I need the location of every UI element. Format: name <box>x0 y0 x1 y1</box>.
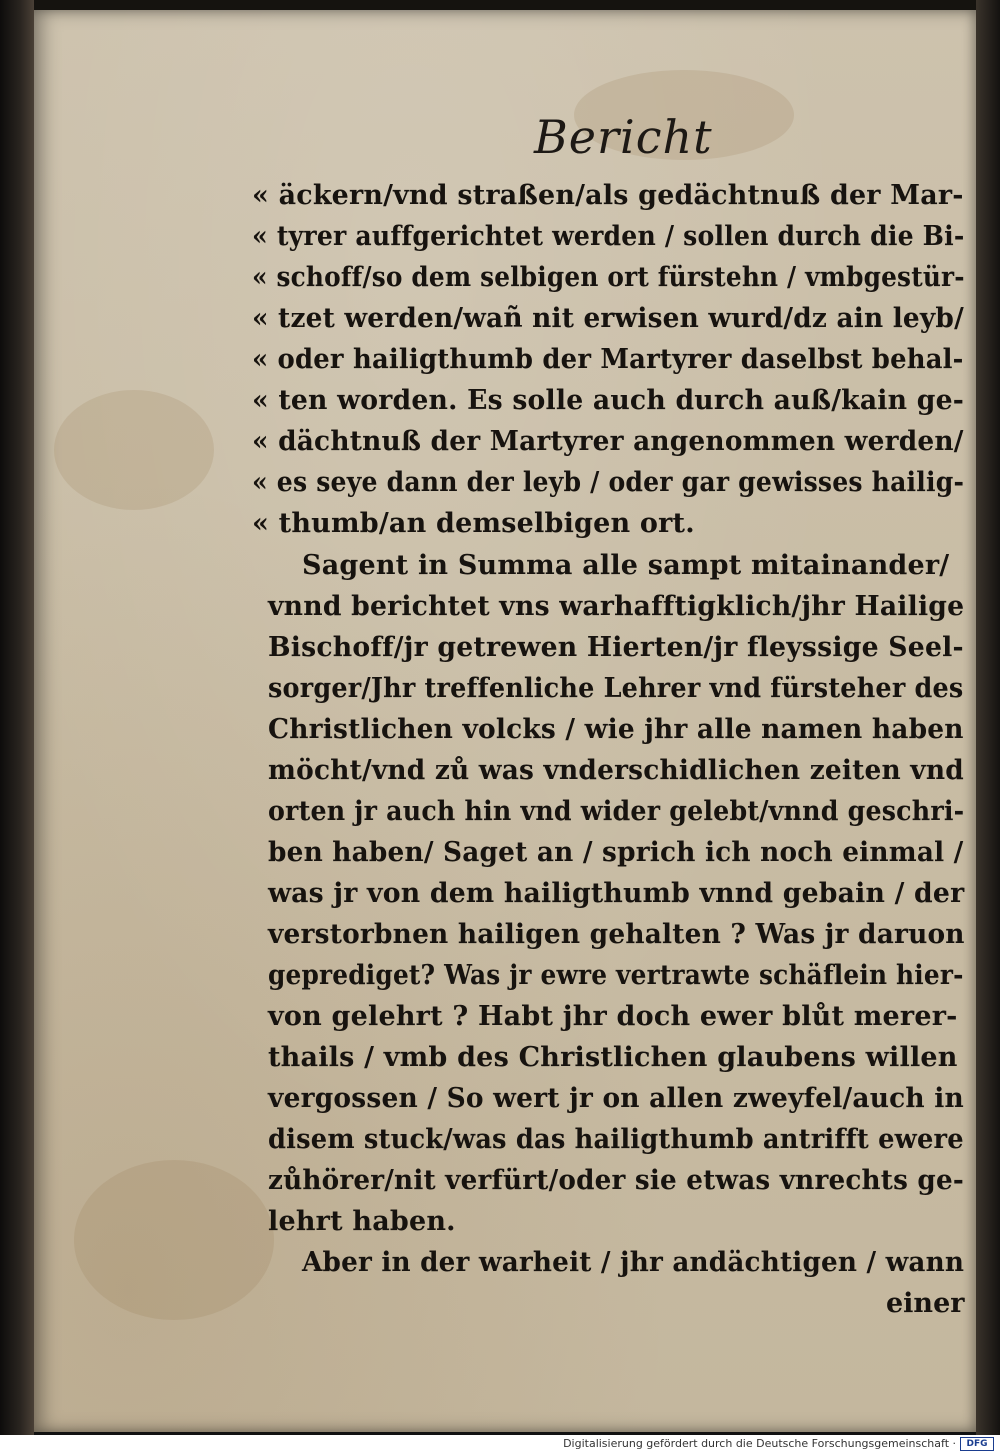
text-line: orten jr auch hin vnd wider gelebt/vnnd geschri‑ <box>268 796 965 827</box>
text-line: von gelehrt ? Habt jhr doch ewer blůt merer‑ <box>268 1001 958 1032</box>
text-line: vergossen / So wert jr on allen zweyfel/auch in <box>268 1083 964 1114</box>
text-line: « tzet werden/wañ nit erwisen wurd/dz ain leyb/ <box>252 303 964 334</box>
text-line: Christlichen volcks / wie jhr alle namen haben <box>268 714 964 745</box>
footer-credit: Digitalisierung gefördert durch die Deutsche Forschungsgemeinschaft · <box>563 1437 956 1450</box>
text-line: thails / vmb des Christlichen glaubens willen <box>268 1042 958 1073</box>
book-page <box>34 10 976 1432</box>
text-line: was jr von dem hailigthumb vnnd gebain / der <box>268 878 965 909</box>
running-head: Bericht <box>534 110 713 164</box>
text-line: möcht/vnd zů was vnderschidlichen zeiten vnd <box>268 755 964 786</box>
text-line: « schoff/so dem selbigen ort fürstehn / vmbgestür‑ <box>252 262 965 293</box>
text-line: vnnd berichtet vns warhafftigklich/jhr Hailige <box>268 591 965 622</box>
text-line: lehrt haben. <box>268 1206 456 1237</box>
text-line: « thumb/an demselbigen ort. <box>252 508 695 539</box>
text-line: « äckern/vnd straßen/als gedächtnuß der Mar‑ <box>252 180 964 211</box>
text-line: « es seye dann der leyb / oder gar gewisses hailig‑ <box>252 467 965 498</box>
text-line: Aber in der warheit / jhr andächtigen / wann <box>302 1247 965 1278</box>
text-line: disem stuck/was das hailigthumb antrifft ewere <box>268 1124 964 1155</box>
dfg-logo-icon: DFG <box>960 1437 994 1451</box>
text-line: « tyrer auffgerichtet werden / sollen durch die Bi‑ <box>252 221 965 252</box>
text-line: geprediget? Was jr ewre vertrawte schäflein hier‑ <box>268 960 964 991</box>
text-line: Sagent in Summa alle sampt mitainander/ <box>302 550 950 581</box>
text-line: « ten worden. Es solle auch durch auß/kain ge‑ <box>252 385 965 416</box>
text-line: verstorbnen hailigen gehalten ? Was jr daruon <box>268 919 965 950</box>
text-line: Bischoff/jr getrewen Hierten/jr fleyssige Seel‑ <box>268 632 964 663</box>
text-line: ben haben/ Saget an / sprich ich noch einmal / <box>268 837 964 868</box>
book-binding-edge <box>0 0 34 1435</box>
catchword: einer <box>886 1288 965 1319</box>
text-line: zůhörer/nit verfürt/oder sie etwas vnrechts ge‑ <box>268 1165 964 1196</box>
text-line: « oder hailigthumb der Martyrer daselbst behal‑ <box>252 344 964 375</box>
text-line: « dächtnuß der Martyrer angenommen werden/ <box>252 426 964 457</box>
text-block <box>34 10 976 1432</box>
text-line: sorger/Jhr treffenliche Lehrer vnd fürsteher des <box>268 673 964 704</box>
digitization-footer <box>0 1435 1000 1454</box>
book-fore-edge <box>976 0 1000 1435</box>
